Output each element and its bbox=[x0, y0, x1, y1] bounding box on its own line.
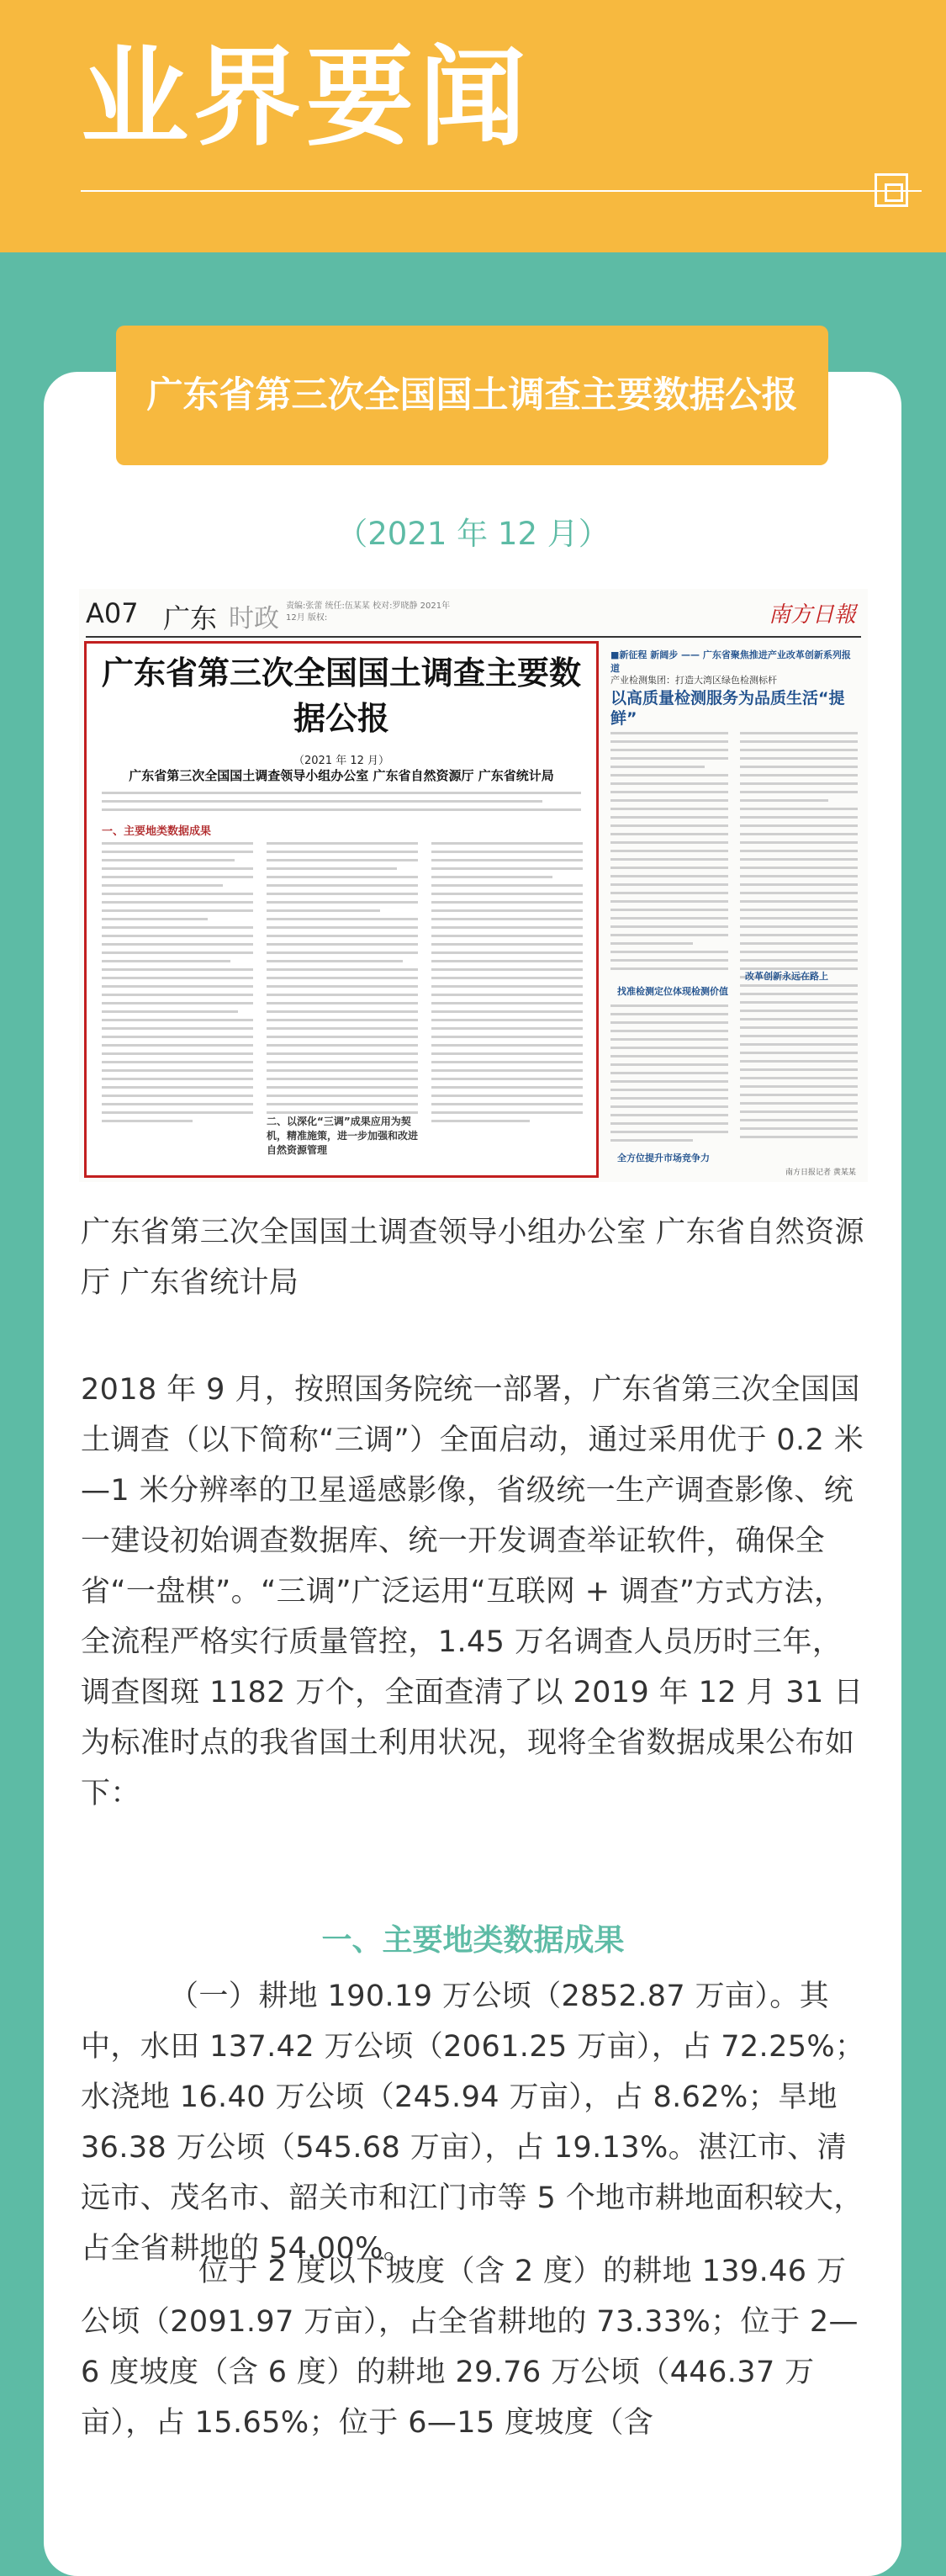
header-banner bbox=[0, 0, 946, 252]
side-headline: 以高质量检测服务为品质生活“提鲜” bbox=[610, 689, 845, 728]
section-label: 广东 bbox=[163, 602, 218, 634]
square-frame-icon bbox=[875, 173, 908, 207]
newspaper-logo: 南方日報 bbox=[768, 602, 856, 628]
bulletin-orgs: 广东省第三次全国国土调查领导小组办公室 广东省自然资源厅 广东省统计局 bbox=[129, 768, 554, 783]
bulletin-box bbox=[84, 641, 599, 1178]
slope-paragraph: 位于 2 度以下坡度（含 2 度）的耕地 139.46 万公顷（2091.97 万亩），占全省耕地的 73.33%；位于 2—6 度坡度（含 6 度）的耕地 29.76 万公顷（446.37 万亩），占 15.65%；位于 6—15 度坡度（含 bbox=[81, 2255, 859, 2440]
newspaper-header bbox=[86, 596, 861, 633]
side-series-tag: ■新征程 新阔步 —— 广东省聚焦推进产业改革创新系列报道 bbox=[610, 649, 851, 674]
bulletin-intro-lines bbox=[102, 792, 581, 817]
bulletin-column-3 bbox=[431, 842, 583, 1128]
bulletin-column-1 bbox=[102, 842, 253, 1128]
bulletin-column-2 bbox=[267, 842, 418, 1128]
article-title-box bbox=[116, 326, 828, 465]
side-subheading-1: 找准检测定位体现检测价值 bbox=[617, 986, 728, 997]
side-kicker: 产业检测集团：打造大湾区绿色检测标杆 bbox=[610, 675, 777, 686]
page-number: A07 bbox=[86, 597, 139, 629]
side-subheading-2: 改革创新永远在路上 bbox=[745, 971, 828, 982]
column-label: 时政 bbox=[229, 604, 279, 633]
intro-paragraph: 2018 年 9 月，按照国务院统一部署，广东省第三次全国国土调查（以下简称“三调”）全面启动，通过采用优于 0.2 米—1 米分辨率的卫星遥感影像，省级统一生产调查影像、统一建设初始调查数据库、统一开发调查举证软件，确保全省“一盘棋”。“三调”广泛运用“互联网 + 调查”方式方法，全流程严格实行质量管控，1.45 万名调查人员历时三年，调查图斑 1182 万个，全面查清了以 2019 年 12 月 31 日为标准时点的我省国土利用状况，现将全省数据成果公布如下： bbox=[81, 1373, 864, 1810]
banner-title: 业界要闻 bbox=[81, 34, 532, 161]
article-date: （2021 年 12 月） bbox=[336, 516, 610, 552]
newspaper-clipping bbox=[79, 589, 868, 1182]
editor-meta: 责编:张蕾 统任:伍某某 校对:罗晓静 2021年12月 版权: bbox=[286, 602, 451, 623]
bulletin-date: （2021 年 12 月） bbox=[293, 755, 390, 767]
bulletin-headline: 广东省第三次全国国土调查主要数据公报 bbox=[101, 654, 581, 737]
bulletin-subheading: 二、以深化“三调”成果应用为契机，精准施策，进一步加强和改进自然资源管理 bbox=[267, 1116, 419, 1156]
bulletin-section-heading: 一、主要地类数据成果 bbox=[102, 825, 212, 838]
farmland-paragraph: （一）耕地 190.19 万公顷（2852.87 万亩）。其中，水田 137.42 万公顷（2061.25 万亩），占 72.25%；水浇地 16.40 万公顷（245.94 万亩），占 8.62%；旱地 36.38 万公顷（545.68 万亩），占 19.13%。湛江市、清远市、茂名市、韶关市和江门市等 5 个地市耕地面积较大，占全省耕地的 54.00%。 bbox=[81, 1980, 865, 2266]
side-column-1 bbox=[610, 732, 728, 976]
side-column-3 bbox=[610, 1004, 728, 1148]
issuing-organizations: 广东省第三次全国国土调查领导小组办公室 广东省自然资源厅 广东省统计局 bbox=[81, 1216, 864, 1300]
section-heading: 一、主要地类数据成果 bbox=[321, 1922, 625, 1958]
banner-divider bbox=[81, 190, 922, 192]
article-title: 广东省第三次全国国土调查主要数据公报 bbox=[146, 374, 798, 416]
side-column-2 bbox=[740, 732, 858, 1144]
header-rule bbox=[86, 636, 861, 638]
side-subheading-3: 全方位提升市场竞争力 bbox=[617, 1153, 710, 1163]
side-credit: 南方日报记者 黄某某 bbox=[785, 1169, 856, 1177]
